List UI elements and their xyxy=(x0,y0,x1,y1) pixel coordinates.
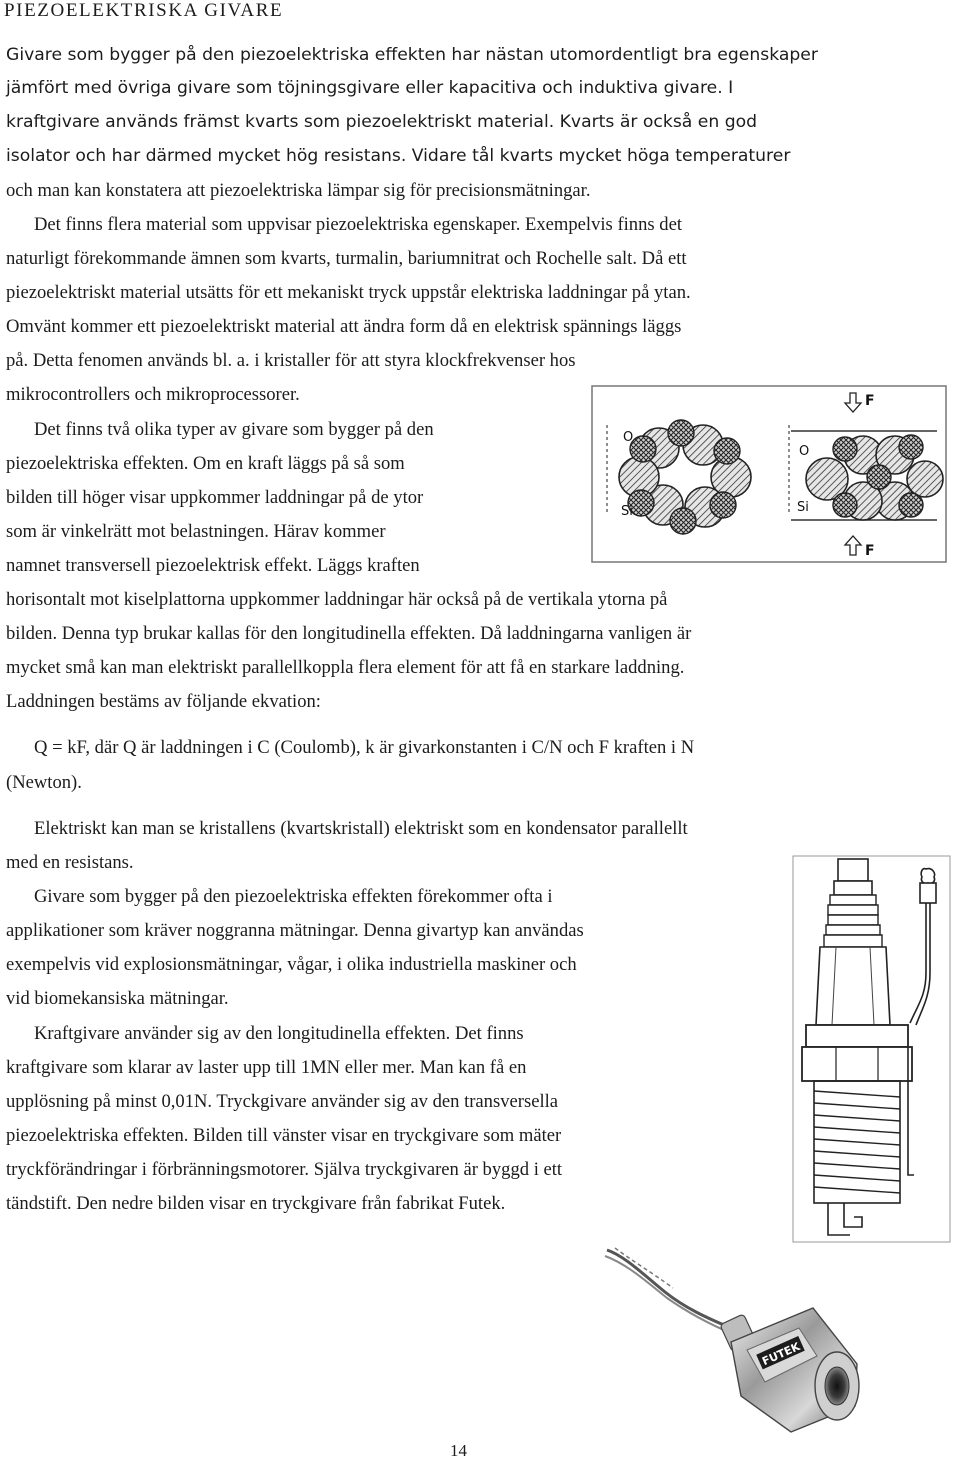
text-line: isolator och har därmed mycket hög resistans. Vidare tål kvarts mycket höga temperaturer xyxy=(6,146,791,166)
text-line: tändstift. Den nedre bilden visar en tryckgivare från fabrikat Futek. xyxy=(6,1193,506,1214)
crystal-lattice-figure xyxy=(591,385,947,563)
oxygen-label: O xyxy=(799,444,810,459)
text-line: Det finns flera material som uppvisar piezoelektriska egenskaper. Exempelvis finns det xyxy=(34,214,682,235)
silicon-label: Si xyxy=(621,504,633,519)
text-line: tryckförändringar i förbränningsmotorer. Själva tryckgivaren är byggd i ett xyxy=(6,1159,563,1180)
silicon-label: Si xyxy=(797,500,809,515)
text-line: kraftgivare som klarar av laster upp till 1MN eller mer. Man kan få en xyxy=(6,1057,527,1078)
futek-brand-label: FUTEK xyxy=(760,1339,803,1369)
text-line: Givare som bygger på den piezoelektriska effekten förekommer ofta i xyxy=(34,886,553,907)
text-line: Elektriskt kan man se kristallens (kvartskristall) elektriskt som en kondensator parallellt xyxy=(34,818,688,839)
text-line: upplösning på minst 0,01N. Tryckgivare använder sig av den transversella xyxy=(6,1091,559,1112)
text-line: med en resistans. xyxy=(6,852,134,873)
text-line: naturligt förekommande ämnen som kvarts, turmalin, bariumnitrat och Rochelle salt. Då ett xyxy=(6,248,687,269)
equation-line: (Newton). xyxy=(6,772,82,793)
text-line: applikationer som kräver noggranna mätningar. Denna givartyp kan användas xyxy=(6,920,584,941)
futek-sensor-figure xyxy=(555,1246,885,1434)
text-line: piezoelektriska effekten. Bilden till vänster visar en tryckgivare som mäter xyxy=(6,1125,562,1146)
text-line: mikrocontrollers och mikroprocessorer. xyxy=(6,384,300,405)
equation-line: Q = kF, där Q är laddningen i C (Coulomb), k är givarkonstanten i C/N och F kraften i N xyxy=(34,737,695,758)
text-line: exempelvis vid explosionsmätningar, vågar, i olika industriella maskiner och xyxy=(6,954,577,975)
text-line: vid biomekansiska mätningar. xyxy=(6,988,229,1009)
force-label: F xyxy=(865,393,875,409)
text-line: kraftgivare används främst kvarts som piezoelektriskt material. Kvarts är också en god xyxy=(6,112,758,132)
text-line: jämfört med övriga givare som töjningsgivare eller kapacitiva och induktiva givare. I xyxy=(6,78,734,98)
spark-plug-sensor-figure xyxy=(792,855,952,1245)
text-line: horisontalt mot kiselplattorna uppkommer laddningar här också på de vertikala ytorna på xyxy=(6,589,668,610)
page-title: PIEZOELEKTRISKA GIVARE xyxy=(4,0,284,21)
text-line: Givare som bygger på den piezoelektriska effekten har nästan utomordentligt bra egenskaper xyxy=(6,45,818,65)
text-line: namnet transversell piezoelektrisk effekt. Läggs kraften xyxy=(6,555,420,576)
text-line: piezoelektriska effekten. Om en kraft läggs på så som xyxy=(6,453,405,474)
text-line: piezoelektriskt material utsätts för ett mekaniskt tryck uppstår elektriska laddningar på ytan. xyxy=(6,282,691,303)
text-line: bilden till höger visar uppkommer laddningar på de ytor xyxy=(6,487,424,508)
text-line: på. Detta fenomen används bl. a. i kristaller för att styra klockfrekvenser hos xyxy=(6,350,576,371)
force-label: F xyxy=(865,543,875,559)
text-line: Kraftgivare använder sig av den longitudinella effekten. Det finns xyxy=(34,1023,524,1044)
oxygen-label: O xyxy=(623,430,634,445)
text-line: Laddningen bestäms av följande ekvation: xyxy=(6,691,321,712)
text-line: och man kan konstatera att piezoelektriska lämpar sig för precisionsmätningar. xyxy=(6,180,591,201)
text-line: som är vinkelrätt mot belastningen. Härav kommer xyxy=(6,521,386,542)
text-line: bilden. Denna typ brukar kallas för den longitudinella effekten. Då laddningarna vanligen är xyxy=(6,623,692,644)
page-number: 14 xyxy=(450,1441,467,1460)
text-line: Omvänt kommer ett piezoelektriskt material att ändra form då en elektrisk spännings läggs xyxy=(6,316,682,337)
text-line: Det finns två olika typer av givare som bygger på den xyxy=(34,419,434,440)
text-line: mycket små kan man elektriskt parallellkoppla flera element för att få en starkare laddning. xyxy=(6,657,685,678)
